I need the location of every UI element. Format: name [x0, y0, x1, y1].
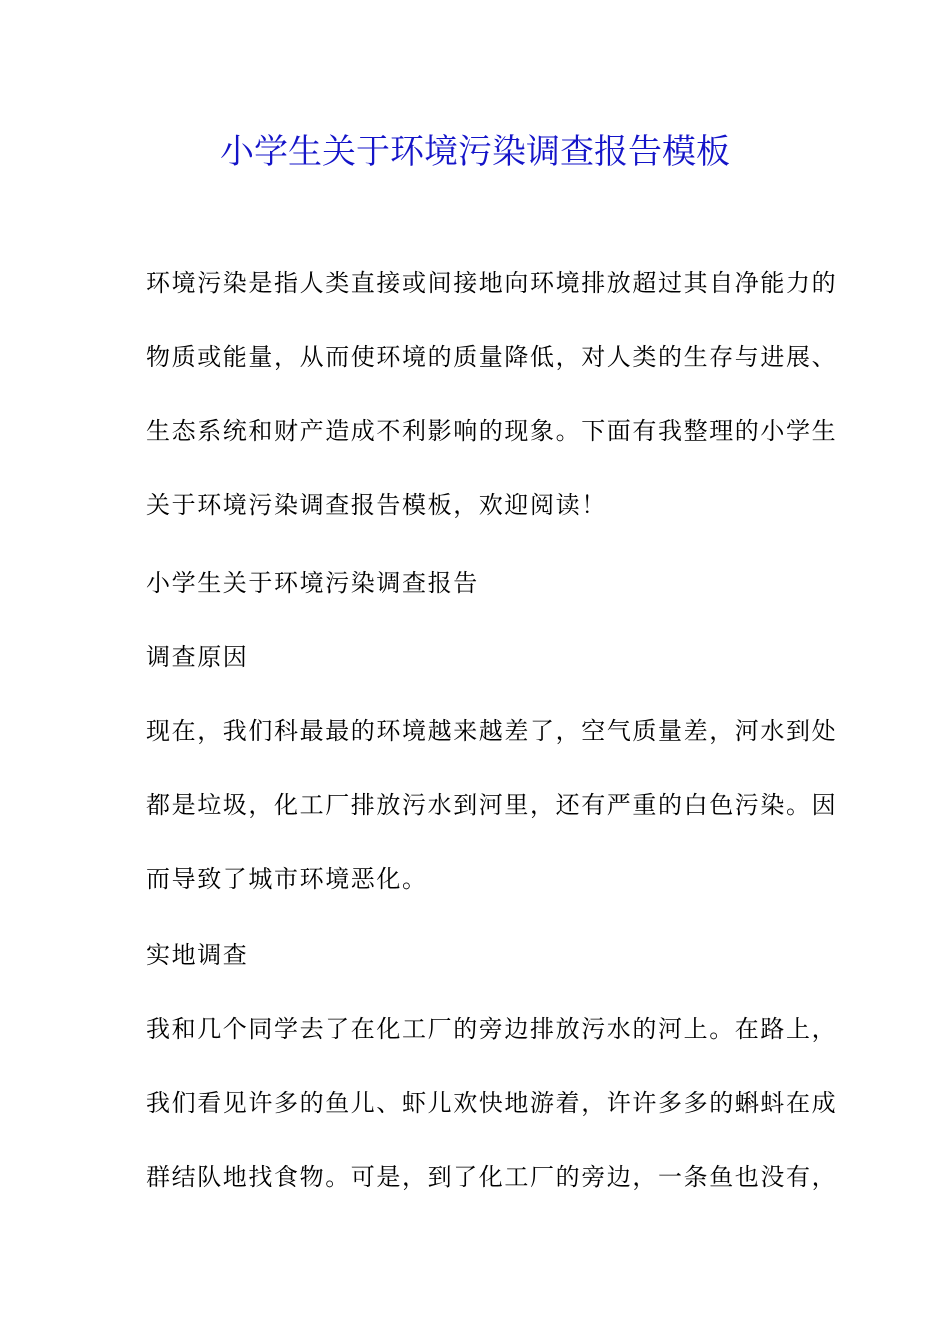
paragraph-line: 都是垃圾，化工厂排放污水到河里，还有严重的白色污染。因: [146, 791, 838, 819]
document-title: 小学生关于环境污染调查报告模板: [220, 132, 730, 172]
paragraph-line: 群结队地找食物。可是，到了化工厂的旁边，一条鱼也没有，: [146, 1163, 838, 1191]
intro-line: 物质或能量，从而使环境的质量降低，对人类的生存与进展、: [146, 343, 838, 371]
intro-line: 环境污染是指人类直接或间接地向环境排放超过其自净能力的: [146, 269, 838, 297]
paragraph-line: 现在，我们科最最的环境越来越差了，空气质量差，河水到处: [146, 717, 838, 745]
reason-paragraph: [146, 716, 838, 938]
paragraph-line: 而导致了城市环境恶化。: [146, 865, 428, 893]
intro-line: 生态系统和财产造成不利影响的现象。下面有我整理的小学生: [146, 417, 838, 445]
field-survey-paragraph: [146, 1014, 838, 1236]
intro-paragraph: [146, 268, 838, 564]
paragraph-line: 我们看见许多的鱼儿、虾儿欢快地游着，许许多多的蝌蚪在成: [146, 1089, 838, 1117]
section-heading-reason: 调查原因: [146, 643, 249, 671]
paragraph-line: 我和几个同学去了在化工厂的旁边排放污水的河上。在路上，: [146, 1015, 838, 1043]
section-heading-field-survey: 实地调查: [146, 941, 249, 969]
intro-line: 关于环境污染调查报告模板，欢迎阅读！: [146, 491, 607, 519]
report-subtitle: 小学生关于环境污染调查报告: [146, 569, 479, 597]
